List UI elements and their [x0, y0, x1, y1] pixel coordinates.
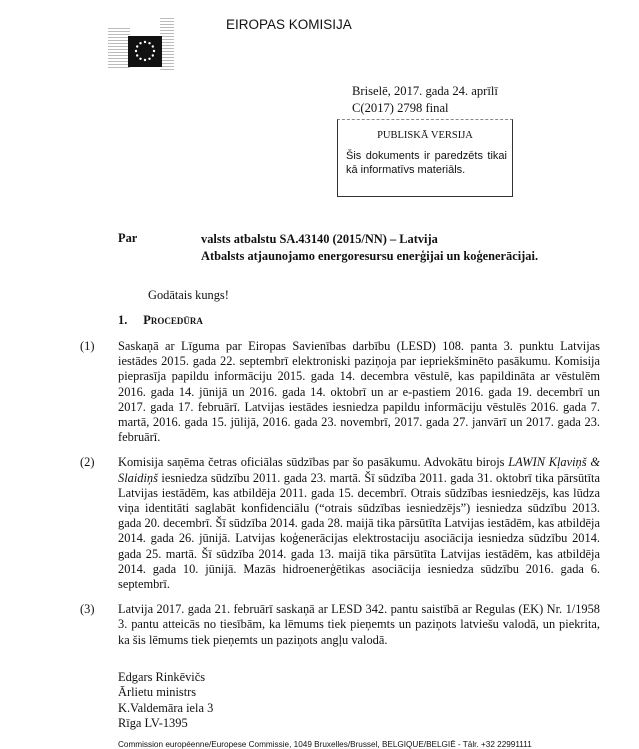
paragraph-2-text-b: iesniedza sūdzību 2011. gada 23. martā. Šī sūdzība 2011. gada 31. oktobrī tika pārsūtīta Latvijas iestādēm, kas atbildēja 2011. gada 15. decembrī. Otrais sūdzības iesniedzējs, kas lūdza viņa identitāti saglabāt konfidenciālu (“otrais sūdzības iesniedzējs”) iesniedza sūdzību 2013. gada 20. decembrī. Šī sūdzība 2014. gada 28. maijā tika pārsūtīta Latvijas iestādēm, kas atbildēja 2014. gada 26. jūnijā. Latvijas koģenerācijas elektrostaciju asociācija iesniedza sūdzību 2014. gada 25. martā. Šī sūdzība 2014. gada 13. maijā tika pārsūtīta Latvijas iestādēm, kas atbildēja 2014. gada 10. jūnijā. Mazās hidroenerģētikas asociācija iesniedza sūdzību 2016. gada 6. septembrī.: [118, 470, 600, 592]
recipient-address: [118, 670, 600, 732]
section-heading: [118, 313, 203, 328]
numbered-paragraph: [80, 602, 600, 648]
paragraph-number: (3): [80, 602, 95, 617]
logo-building-left: [108, 28, 130, 68]
paragraph-2-text-a: Komisija saņēma četras oficiālas sūdzības par šo pasākumu. Advokātu birojs: [118, 455, 509, 470]
paragraph-2: [118, 455, 600, 592]
paragraph-3: Latvija 2017. gada 21. februārī saskaņā ar LESD 342. pantu saistībā ar Regulas (EK) Nr. 1/1958 3. pantu atteicās no tiesībām, ka lēmums tiek pieņemts un paziņots latviešu valodā, un piekrita, ka šis lēmums tiek pieņemts un paziņots angļu valodā.: [118, 602, 600, 647]
subject: [201, 231, 538, 265]
organization-name: EIROPAS KOMISIJA: [226, 17, 352, 32]
notice-title: PUBLISKĀ VERSIJA: [377, 130, 473, 141]
law-firm-name: LAWIN Kļaviņš & Slaidiņš: [118, 455, 600, 485]
place-date: Briselē, 2017. gada 24. aprīlī: [352, 84, 498, 98]
recipient-city: Rīga LV-1395: [118, 716, 188, 731]
numbered-paragraph: [80, 339, 600, 445]
paragraph-1: Saskaņā ar Līguma par Eiropas Savienības darbību (LESD) 108. panta 3. punktu Latvijas iestādes 2015. gada 22. septembrī elektroniski paziņoja par iepriekšminēto pasākumu. Komisija pieprasīja papildu informāciju 2015. gada 14. decembra vēstulē, kas papildināta ar vēstulēm 2016. gada 14. jūnijā un 2016. gada 14. oktobrī un ar e-pastiem 2016. gada 19. decembrī un 2017. gada 17. februārī. Latvijas iestādes iesniedza papildu informāciju vēstulēs 2016. gada 7. martā, 2016. gada 15. jūlijā, 2016. gada 23. novembrī, 2017. gada 27. janvārī un 2017. gada 23. februārī.: [118, 339, 600, 445]
recipient-title: Ārlietu ministrs: [118, 685, 197, 700]
subject-label: Par: [118, 231, 138, 245]
public-version-notice: [337, 119, 513, 197]
recipient-street: K.Valdemāra iela 3: [118, 700, 214, 715]
eu-commission-logo: [108, 18, 174, 70]
subject-line-1: valsts atbalstu SA.43140 (2015/NN) – Latvija: [201, 232, 438, 246]
letter-body: [80, 339, 600, 749]
subject-line-2: Atbalsts atjaunojamo energoresursu enerģijai un koģenerācijai.: [201, 249, 539, 263]
notice-text: Šis dokuments ir paredzēts tikai kā informatīvs materiāls.: [346, 150, 507, 176]
paragraph-number: (2): [80, 455, 95, 470]
section-title: Procedūra: [143, 313, 203, 327]
date-reference: [352, 83, 498, 117]
recipient-name: Edgars Rinkēvičs: [118, 669, 206, 684]
salutation: Godātais kungs!: [148, 288, 229, 302]
paragraph-number: (1): [80, 339, 95, 353]
numbered-paragraph: [80, 455, 600, 592]
document-reference: C(2017) 2798 final: [352, 101, 449, 115]
section-number: 1.: [118, 313, 128, 327]
eu-flag-icon: [128, 36, 162, 67]
logo-building-right: [160, 18, 174, 70]
footer-address: Commission européenne/Europese Commissie, 1049 Bruxelles/Brussel, BELGIQUE/BELGIË - Tālr. +32 22991111: [118, 739, 532, 749]
